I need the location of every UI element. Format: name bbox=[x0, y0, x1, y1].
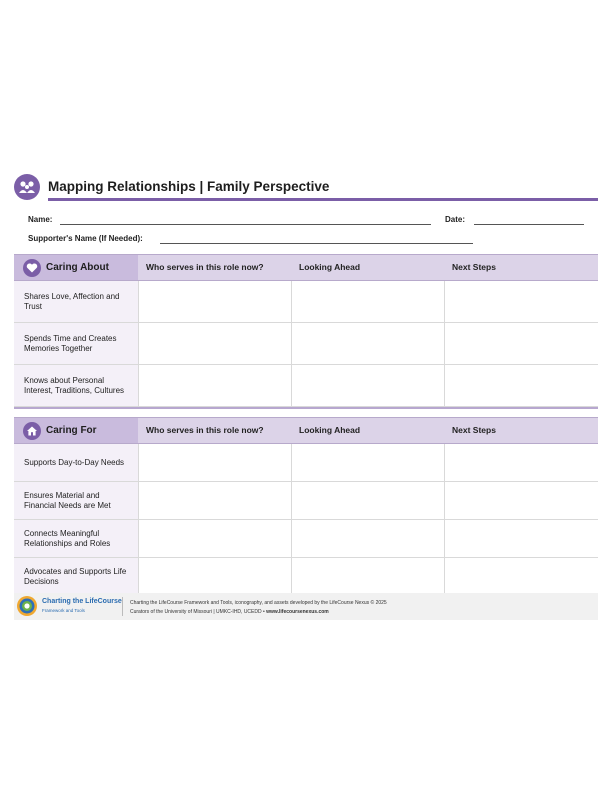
section-title: Caring For bbox=[46, 425, 97, 436]
title-row bbox=[14, 172, 598, 202]
section-divider bbox=[14, 407, 598, 409]
logo-subtitle: Framework and Tools bbox=[42, 608, 85, 613]
column-header-looking-ahead: Looking Ahead bbox=[299, 425, 361, 435]
name-field[interactable] bbox=[60, 224, 431, 225]
next-steps-cell[interactable] bbox=[444, 520, 599, 557]
current-role-cell[interactable] bbox=[138, 281, 292, 322]
table-row bbox=[14, 281, 598, 323]
supporter-name-field[interactable] bbox=[160, 243, 473, 244]
table-row bbox=[14, 444, 598, 482]
table-row bbox=[14, 365, 598, 407]
table-row bbox=[14, 520, 598, 558]
looking-ahead-cell[interactable] bbox=[291, 323, 445, 364]
row-label: Supports Day-to-Day Needs bbox=[24, 457, 125, 467]
next-steps-cell[interactable] bbox=[444, 482, 599, 519]
caring-about-section bbox=[14, 254, 598, 409]
worksheet bbox=[14, 172, 598, 598]
section-title: Caring About bbox=[46, 262, 109, 273]
name-label: Name: bbox=[28, 215, 53, 224]
current-role-cell[interactable] bbox=[138, 323, 292, 364]
date-field[interactable] bbox=[474, 224, 584, 225]
column-header-next-steps: Next Steps bbox=[452, 425, 496, 435]
row-label: Shares Love, Affection and Trust bbox=[24, 291, 120, 311]
date-label: Date: bbox=[445, 215, 466, 224]
row-label: Ensures Material and Financial Needs are Met bbox=[24, 490, 111, 510]
house-icon bbox=[23, 422, 41, 440]
footer-credit: Charting the LifeCourse Framework and Tools, iconography, and assets developed by the LifeCourse Nexus © 2025 bbox=[130, 600, 387, 606]
current-role-cell[interactable] bbox=[138, 482, 292, 519]
table-row bbox=[14, 558, 598, 596]
title-underline bbox=[48, 198, 598, 201]
column-header-next-steps: Next Steps bbox=[452, 262, 496, 272]
looking-ahead-cell[interactable] bbox=[291, 558, 445, 595]
looking-ahead-cell[interactable] bbox=[291, 482, 445, 519]
row-label: Connects Meaningful Relationships and Roles bbox=[24, 528, 111, 548]
supporter-row bbox=[14, 229, 598, 248]
next-steps-cell[interactable] bbox=[444, 323, 599, 364]
page-title: Mapping Relationships | Family Perspective bbox=[48, 179, 330, 194]
name-date-row bbox=[14, 210, 598, 229]
current-role-cell[interactable] bbox=[138, 520, 292, 557]
current-role-cell[interactable] bbox=[138, 444, 292, 481]
footer bbox=[14, 593, 598, 620]
current-role-cell[interactable] bbox=[138, 558, 292, 595]
supporter-label: Supporter's Name (If Needed): bbox=[28, 234, 143, 243]
looking-ahead-cell[interactable] bbox=[291, 281, 445, 322]
looking-ahead-cell[interactable] bbox=[291, 444, 445, 481]
column-header-current: Who serves in this role now? bbox=[146, 262, 264, 272]
footer-curators-text: Curators of the University of Missouri | UMKC-IHD, UCEDD • bbox=[130, 609, 267, 615]
heart-icon bbox=[23, 259, 41, 277]
family-group-icon bbox=[14, 174, 40, 200]
next-steps-cell[interactable] bbox=[444, 365, 599, 406]
current-role-cell[interactable] bbox=[138, 365, 292, 406]
next-steps-cell[interactable] bbox=[444, 558, 599, 595]
caring-for-header bbox=[14, 417, 598, 444]
logo-name: Charting the LifeCourse bbox=[42, 598, 122, 605]
row-label: Spends Time and Creates Memories Together bbox=[24, 333, 117, 353]
table-row bbox=[14, 482, 598, 520]
column-header-current: Who serves in this role now? bbox=[146, 425, 264, 435]
column-header-looking-ahead: Looking Ahead bbox=[299, 262, 361, 272]
row-label: Advocates and Supports Life Decisions bbox=[24, 566, 127, 586]
caring-about-header bbox=[14, 254, 598, 281]
table-row bbox=[14, 323, 598, 365]
footer-curators bbox=[130, 609, 329, 615]
next-steps-cell[interactable] bbox=[444, 281, 599, 322]
looking-ahead-cell[interactable] bbox=[291, 365, 445, 406]
lifecourse-logo-icon bbox=[16, 595, 38, 617]
looking-ahead-cell[interactable] bbox=[291, 520, 445, 557]
website-link[interactable]: www.lifecoursenexus.com bbox=[266, 609, 329, 615]
footer-divider bbox=[122, 597, 123, 616]
next-steps-cell[interactable] bbox=[444, 444, 599, 481]
caring-for-section bbox=[14, 417, 598, 598]
row-label: Knows about Personal Interest, Traditions, Cultures bbox=[24, 375, 125, 395]
